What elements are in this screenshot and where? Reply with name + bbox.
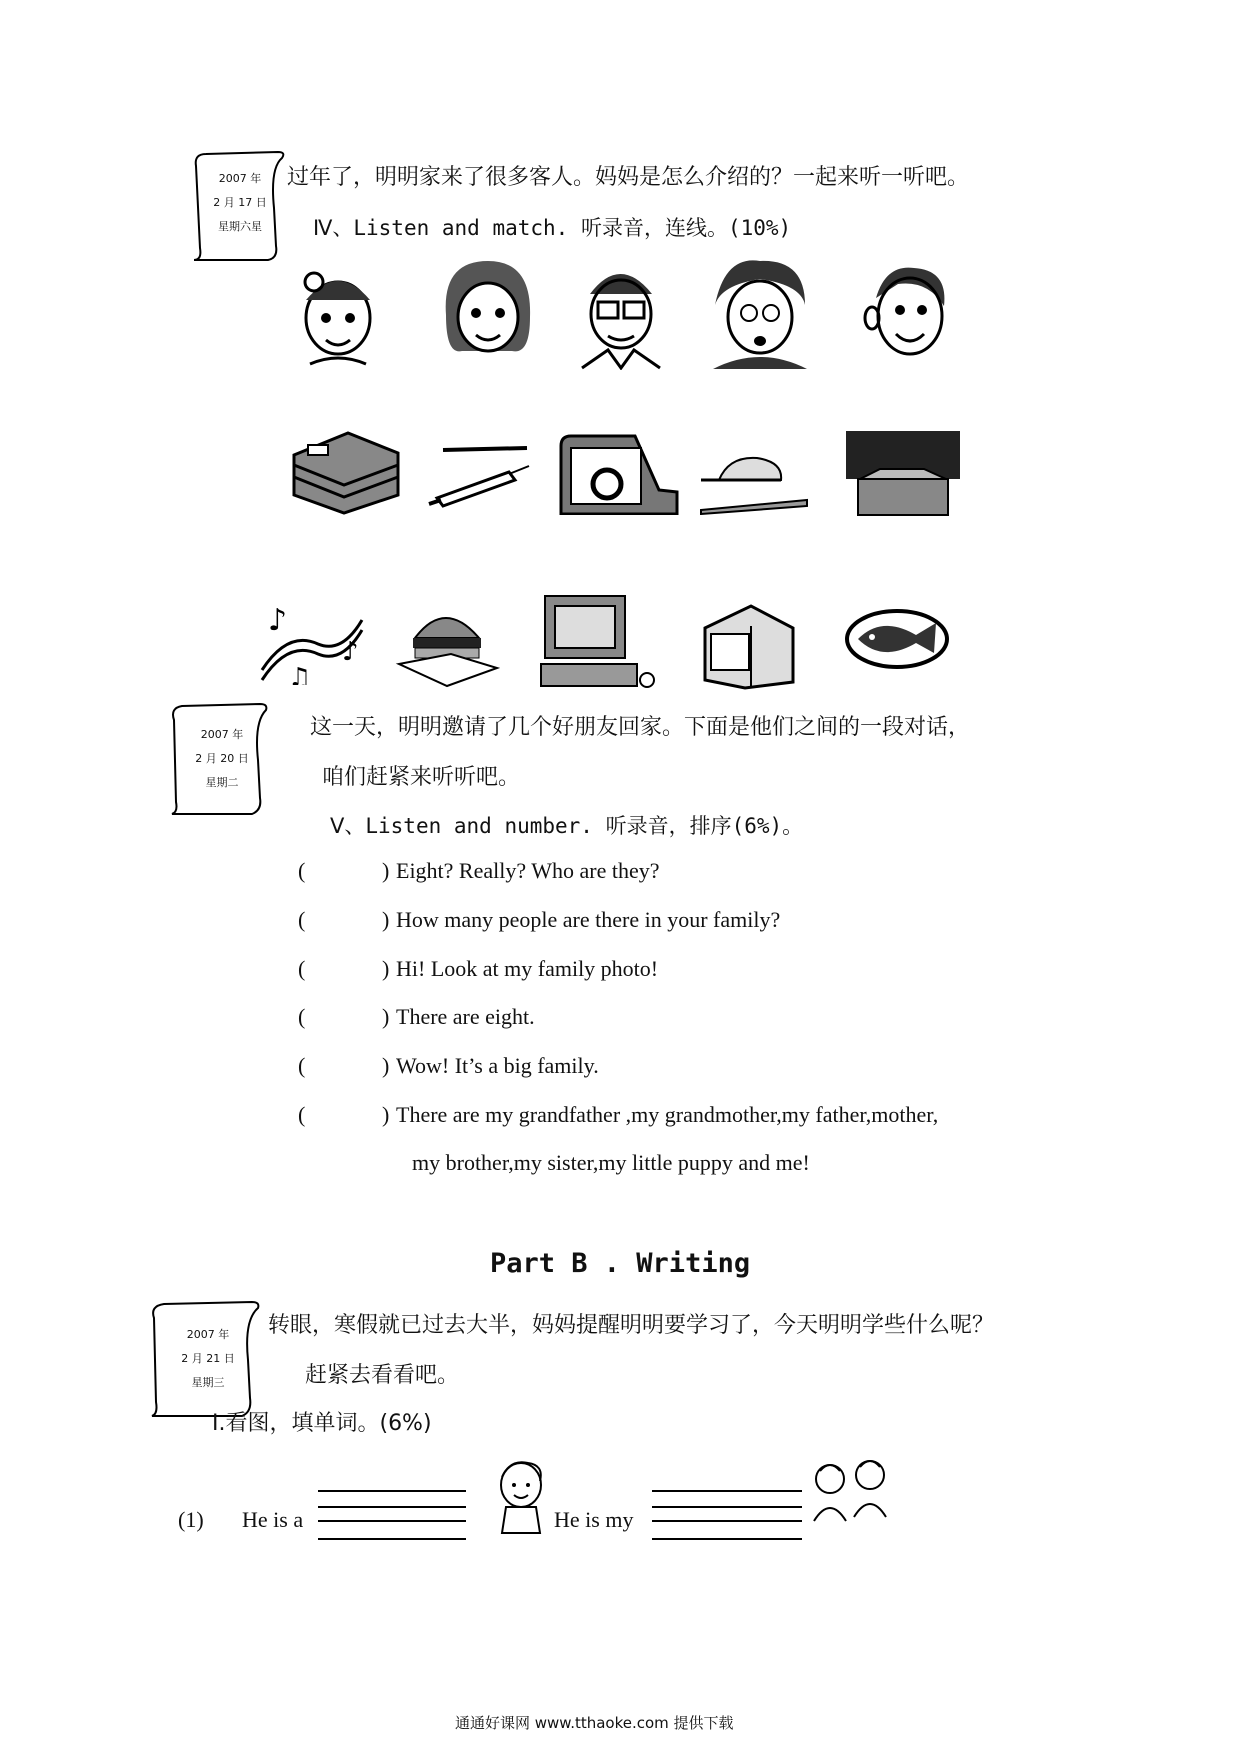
date-scroll-feb21 <box>148 1298 268 1420</box>
writing-line[interactable] <box>318 1520 466 1522</box>
svg-text:♪: ♪ <box>342 637 359 667</box>
grandma-face-picture <box>705 255 815 370</box>
computer-icon-picture <box>535 588 660 696</box>
car-icon-picture <box>555 430 680 515</box>
answer-box-close: ) <box>382 1102 390 1127</box>
date-weekday: 星期六星 <box>218 220 262 233</box>
writing-line[interactable] <box>652 1506 802 1508</box>
hamburger-icon-picture <box>395 598 500 688</box>
date-year: 2007 年 <box>200 728 244 741</box>
fish-plate-icon-picture <box>842 605 952 675</box>
date-weekday: 星期二 <box>205 776 239 789</box>
answer-box-open: ( <box>298 1004 306 1029</box>
date-day: 2 月 20 日 <box>195 752 249 765</box>
blackboard-icon-picture <box>840 425 965 517</box>
writing-line[interactable] <box>652 1490 802 1492</box>
partB-intro-line2: 赶紧去看看吧。 <box>305 1363 460 1388</box>
dialogue-line: How many people are there in your family? <box>396 907 781 932</box>
dialogue-line: Hi! Look at my family photo! <box>396 956 659 981</box>
writing-line[interactable] <box>318 1538 466 1540</box>
svg-text:♫: ♫ <box>288 663 312 685</box>
answer-box-open: ( <box>298 907 306 932</box>
section5-intro-line2: 咱们赶紧来听听吧。 <box>322 765 521 790</box>
date-scroll-feb20 <box>168 700 276 818</box>
man-glasses-face-picture <box>568 258 673 370</box>
cap-bat-icon-picture <box>695 450 815 515</box>
date-weekday: 星期三 <box>191 1376 225 1389</box>
woman-face-picture <box>432 255 542 370</box>
svg-text:♪: ♪ <box>268 603 288 638</box>
date-day: 2 月 21 日 <box>181 1352 235 1365</box>
answer-box-open: ( <box>298 1053 306 1078</box>
partB-title: Part B . Writing <box>490 1248 751 1279</box>
music-notes-icon-picture <box>258 600 368 685</box>
dialogue-line: Eight? Really? Who are they? <box>396 858 660 883</box>
siblings-drawing-picture <box>800 1455 900 1525</box>
boy-drawing-picture <box>490 1455 552 1537</box>
dialogue-line: There are my grandfather ,my grandmother,my father,mother, <box>396 1102 939 1127</box>
milk-icon-picture <box>695 600 800 690</box>
answer-box-close: ) <box>382 1053 390 1078</box>
section4-intro: 过年了，明明家来了很多客人。妈妈是怎么介绍的？一起来听一听吧。 <box>287 165 970 190</box>
section4-instruction: Ⅳ、Listen and match. 听录音，连线。(10%) <box>313 216 792 240</box>
girl-face-picture <box>290 260 385 368</box>
dialogue-line: Wow! It’s a big family. <box>396 1053 599 1078</box>
answer-box-close: ) <box>382 1004 390 1029</box>
date-day: 2 月 17 日 <box>213 196 267 209</box>
date-year: 2007 年 <box>186 1328 230 1341</box>
dialogue-line-continuation: my brother,my sister,my little puppy and me! <box>412 1150 810 1175</box>
answer-box-open: ( <box>298 858 306 883</box>
partB-intro-line1: 转眼，寒假就已过去大半，妈妈提醒明明要学习了，今天明明学些什么呢？ <box>268 1313 995 1338</box>
answer-box-close: ) <box>382 858 390 883</box>
writing-line[interactable] <box>318 1506 466 1508</box>
question-1-label: (1) <box>178 1507 204 1532</box>
question-1-text-a: He is a <box>242 1507 304 1532</box>
footer-text: 通通好课网 www.tthaoke.com 提供下载 <box>455 1714 734 1732</box>
answer-box-close: ) <box>382 956 390 981</box>
section5-instruction: Ⅴ、Listen and number. 听录音，排序(6%)。 <box>330 814 804 838</box>
boy-face-picture <box>858 258 958 368</box>
date-year: 2007 年 <box>218 172 262 185</box>
dialogue-line: There are eight. <box>396 1004 535 1029</box>
books-icon-picture <box>288 425 413 515</box>
date-scroll-feb17 <box>190 148 290 266</box>
answer-box-open: ( <box>298 956 306 981</box>
syringe-icon-picture <box>423 442 533 514</box>
partB-instruction: Ⅰ.看图，填单词。(6%) <box>212 1411 432 1436</box>
writing-line[interactable] <box>652 1520 802 1522</box>
answer-box-open: ( <box>298 1102 306 1127</box>
answer-box-close: ) <box>382 907 390 932</box>
writing-line[interactable] <box>652 1538 802 1540</box>
writing-line[interactable] <box>318 1490 466 1492</box>
question-1-text-b: He is my <box>554 1507 634 1532</box>
section5-intro-line1: 这一天，明明邀请了几个好朋友回家。下面是他们之间的一段对话， <box>310 715 971 740</box>
